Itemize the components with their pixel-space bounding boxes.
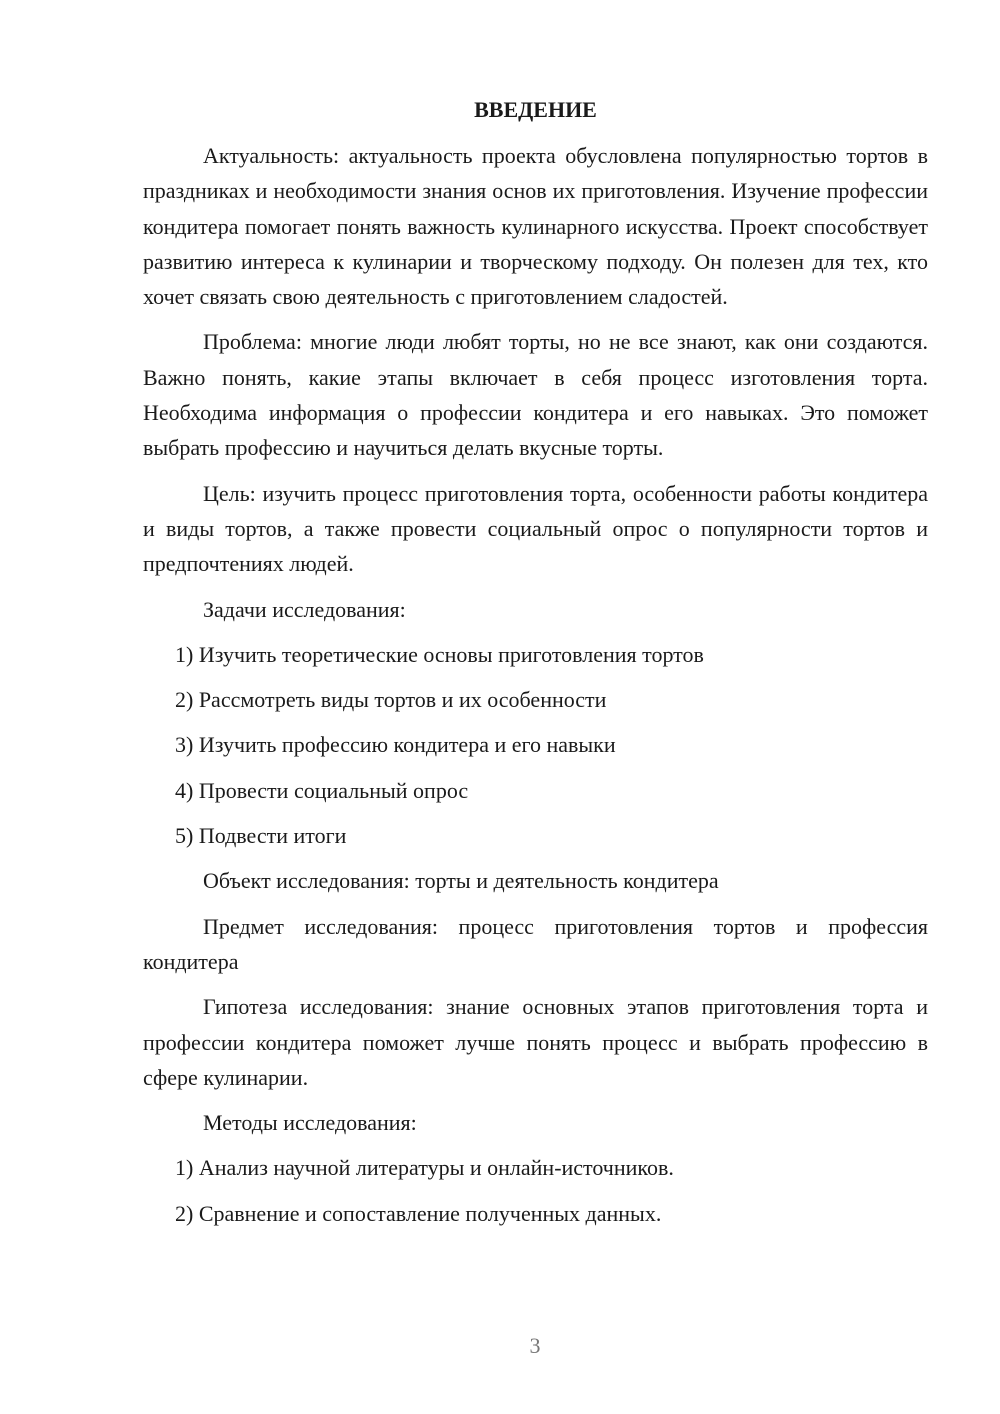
relevance-paragraph: Актуальность: актуальность проекта обусловлена популярностью тортов в праздниках и необходимости знания основ их приготовления. Изучение профессии кондитера помогает понять важность кулинарного искусства. Проект способствует развитию интереса к кулинарии и творческому подходу. Он полезен для тех, кто хочет связать свою деятельность с приготовлением сладостей. <box>143 143 928 310</box>
section-title: ВВЕДЕНИЕ <box>474 97 597 122</box>
subject-paragraph: Предмет исследования: процесс приготовления тортов и профессия кондитера <box>143 913 928 974</box>
document-page <box>143 92 928 1241</box>
list-item: 5) Подвести итоги <box>175 823 347 849</box>
problem-paragraph: Проблема: многие люди любят торты, но не все знают, как они создаются. Важно понять, какие этапы включает в себя процесс изготовления торта. Необходима информация о профессии кондитера и его навыках. Это поможет выбрать профессию и научиться делать вкусные торты. <box>143 329 928 461</box>
list-item: 3) Изучить профессию кондитера и его навыки <box>175 732 616 758</box>
object-paragraph: Объект исследования: торты и деятельность кондитера <box>203 868 719 894</box>
tasks-heading: Задачи исследования: <box>203 596 406 622</box>
methods-heading: Методы исследования: <box>203 1110 417 1136</box>
list-item: 2) Рассмотреть виды тортов и их особенности <box>175 687 607 713</box>
list-item: 2) Сравнение и сопоставление полученных данных. <box>175 1200 662 1226</box>
goal-paragraph: Цель: изучить процесс приготовления торта, особенности работы кондитера и виды тортов, а также провести социальный опрос о популярности тортов и предпочтениях людей. <box>143 480 928 577</box>
page-number: 3 <box>529 1333 541 1358</box>
hypothesis-paragraph: Гипотеза исследования: знание основных этапов приготовления торта и профессии кондитера поможет лучше понять процесс и выбрать профессию в сфере кулинарии. <box>143 994 928 1090</box>
methods-list <box>143 1150 928 1231</box>
list-item: 1) Анализ научной литературы и онлайн-источников. <box>175 1155 674 1181</box>
list-item: 4) Провести социальный опрос <box>175 777 469 803</box>
list-item: 1) Изучить теоретические основы приготовления тортов <box>175 641 704 667</box>
tasks-list <box>143 637 928 853</box>
